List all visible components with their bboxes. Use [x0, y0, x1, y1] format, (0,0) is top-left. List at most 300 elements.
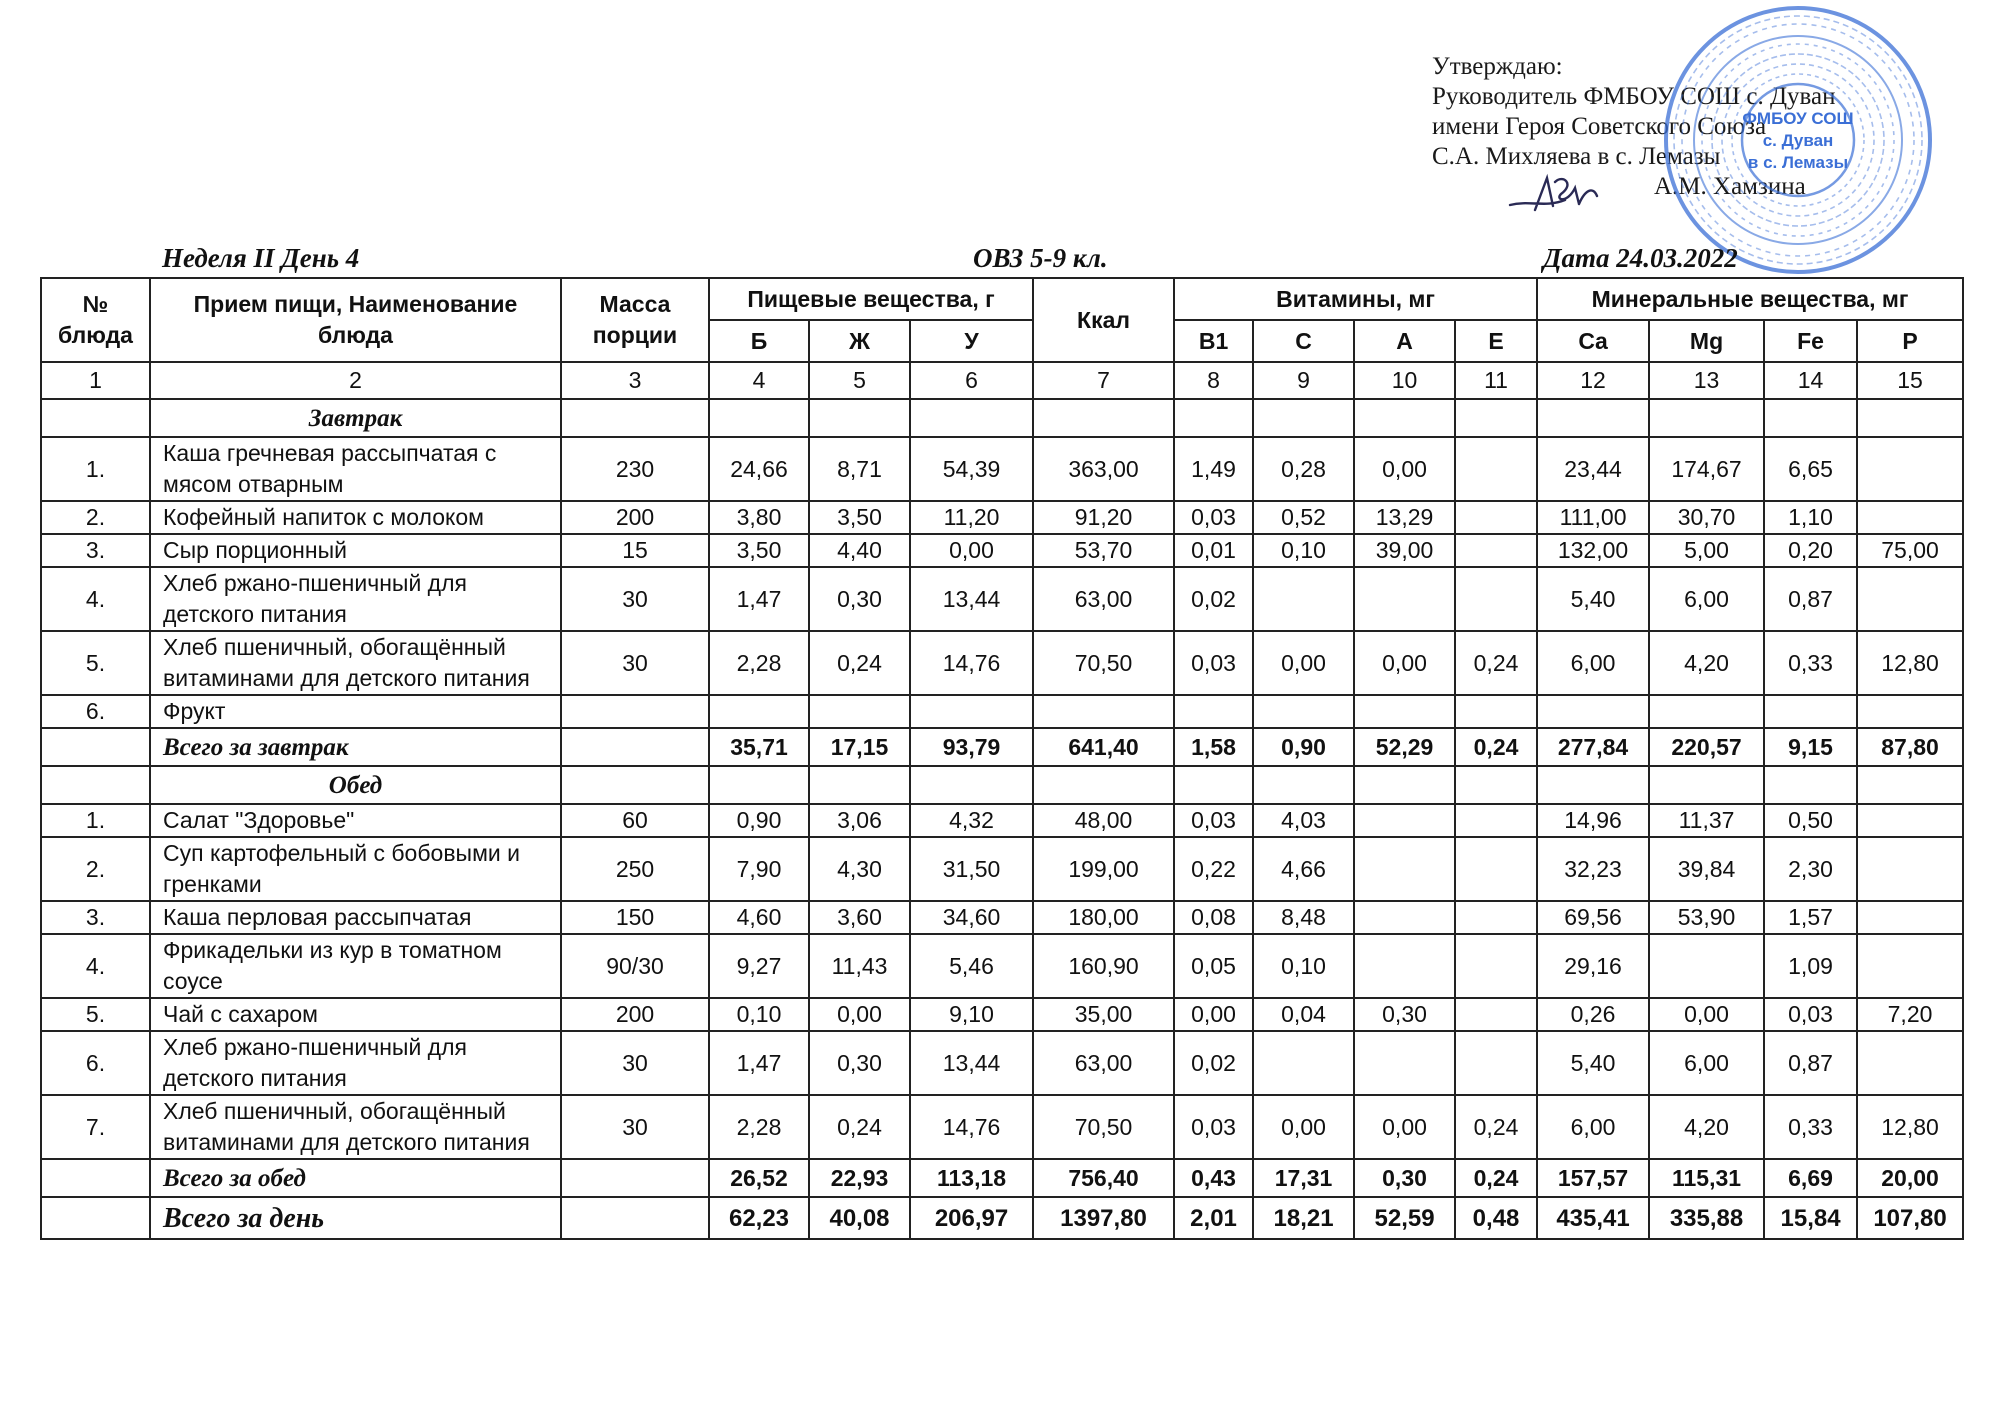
column-number: 5 [809, 362, 910, 399]
table-cell: 160,90 [1033, 934, 1174, 998]
table-cell: 199,00 [1033, 837, 1174, 901]
table-cell: 0,50 [1764, 804, 1857, 837]
total-cell: 52,59 [1354, 1197, 1455, 1239]
total-cell: 0,24 [1455, 1159, 1537, 1197]
total-cell: 40,08 [809, 1197, 910, 1239]
total-cell: 220,57 [1649, 728, 1764, 766]
dish-name: Хлеб пшеничный, обогащённый витаминами для детского питания [150, 1095, 561, 1159]
table-cell: 5,46 [910, 934, 1033, 998]
column-number-row [41, 362, 1963, 399]
column-number: 13 [1649, 362, 1764, 399]
empty-cell [1033, 766, 1174, 804]
table-cell: 35,00 [1033, 998, 1174, 1031]
table-cell: 3,06 [809, 804, 910, 837]
table-row [41, 695, 1963, 728]
dish-number: 4. [41, 567, 150, 631]
table-cell: 0,10 [709, 998, 809, 1031]
column-number: 12 [1537, 362, 1649, 399]
dish-number: 4. [41, 934, 150, 998]
approval-line-2: имени Героя Советского Союза [1432, 113, 1767, 140]
table-cell: 39,84 [1649, 837, 1764, 901]
table-cell: 30,70 [1649, 501, 1764, 534]
table-cell: 0,03 [1764, 998, 1857, 1031]
table-cell: 6,00 [1537, 631, 1649, 695]
col-header-a: А [1354, 320, 1455, 362]
table-cell: 4,40 [809, 534, 910, 567]
dish-number: 1. [41, 437, 150, 501]
table-cell: 0,87 [1764, 1031, 1857, 1095]
total-cell: 756,40 [1033, 1159, 1174, 1197]
dish-name: Чай с сахаром [150, 998, 561, 1031]
table-cell: 14,76 [910, 1095, 1033, 1159]
table-cell: 3,80 [709, 501, 809, 534]
total-cell: 335,88 [1649, 1197, 1764, 1239]
total-cell: 15,84 [1764, 1197, 1857, 1239]
table-cell [1455, 567, 1537, 631]
total-cell: 87,80 [1857, 728, 1963, 766]
table-cell: 30 [561, 631, 709, 695]
table-cell: 180,00 [1033, 901, 1174, 934]
dish-number: 5. [41, 631, 150, 695]
total-cell: 0,43 [1174, 1159, 1253, 1197]
dish-name: Каша гречневая рассыпчатая с мясом отварным [150, 437, 561, 501]
empty-cell [910, 766, 1033, 804]
table-cell: 39,00 [1354, 534, 1455, 567]
table-cell: 0,00 [809, 998, 910, 1031]
table-cell [1174, 695, 1253, 728]
table-cell: 23,44 [1537, 437, 1649, 501]
dish-name: Салат "Здоровье" [150, 804, 561, 837]
col-header-nutrients: Пищевые вещества, г [709, 278, 1033, 320]
empty-cell [709, 766, 809, 804]
table-cell: 0,03 [1174, 631, 1253, 695]
total-cell: 0,30 [1354, 1159, 1455, 1197]
table-cell: 0,28 [1253, 437, 1354, 501]
total-cell [561, 1197, 709, 1239]
dish-name: Хлеб пшеничный, обогащённый витаминами для детского питания [150, 631, 561, 695]
table-cell: 8,48 [1253, 901, 1354, 934]
breakfast-total-row [41, 728, 1963, 766]
table-cell: 34,60 [910, 901, 1033, 934]
table-cell: 30 [561, 567, 709, 631]
table-cell: 1,47 [709, 1031, 809, 1095]
empty-cell [41, 399, 150, 437]
menu-table [40, 277, 1964, 1240]
table-cell: 48,00 [1033, 804, 1174, 837]
col-header-b: Б [709, 320, 809, 362]
table-cell: 31,50 [910, 837, 1033, 901]
table-cell: 0,00 [1354, 631, 1455, 695]
table-cell: 200 [561, 501, 709, 534]
table-cell: 4,20 [1649, 1095, 1764, 1159]
table-cell: 4,30 [809, 837, 910, 901]
col-header-b1: В1 [1174, 320, 1253, 362]
table-cell: 69,56 [1537, 901, 1649, 934]
table-cell: 30 [561, 1031, 709, 1095]
col-header-p: P [1857, 320, 1963, 362]
column-number: 9 [1253, 362, 1354, 399]
table-cell [1354, 695, 1455, 728]
table-cell: 12,80 [1857, 1095, 1963, 1159]
table-cell [1537, 695, 1649, 728]
empty-cell [1857, 399, 1963, 437]
table-cell: 0,24 [1455, 631, 1537, 695]
table-row [41, 437, 1963, 501]
table-cell: 60 [561, 804, 709, 837]
table-cell: 4,32 [910, 804, 1033, 837]
table-cell: 0,52 [1253, 501, 1354, 534]
dish-number: 2. [41, 837, 150, 901]
table-cell: 0,30 [809, 1031, 910, 1095]
table-cell: 250 [561, 837, 709, 901]
table-row [41, 934, 1963, 998]
total-cell: 157,57 [1537, 1159, 1649, 1197]
table-cell [1764, 695, 1857, 728]
empty-cell [1253, 399, 1354, 437]
table-row [41, 1095, 1963, 1159]
empty-cell [561, 399, 709, 437]
table-cell: 75,00 [1857, 534, 1963, 567]
total-cell: 62,23 [709, 1197, 809, 1239]
total-cell: 52,29 [1354, 728, 1455, 766]
approval-heading: Утверждаю: [1432, 53, 1563, 80]
total-label: Всего за день [150, 1197, 561, 1239]
dish-number: 2. [41, 501, 150, 534]
table-cell: 0,30 [1354, 998, 1455, 1031]
total-label: Всего за обед [150, 1159, 561, 1197]
column-number: 15 [1857, 362, 1963, 399]
table-row [41, 998, 1963, 1031]
table-cell: 7,90 [709, 837, 809, 901]
table-cell: 0,05 [1174, 934, 1253, 998]
table-cell: 0,03 [1174, 501, 1253, 534]
table-cell: 0,03 [1174, 804, 1253, 837]
column-number: 3 [561, 362, 709, 399]
table-cell [910, 695, 1033, 728]
table-row [41, 501, 1963, 534]
empty-cell [1174, 399, 1253, 437]
dish-name: Суп картофельный с бобовыми и гренками [150, 837, 561, 901]
table-cell: 132,00 [1537, 534, 1649, 567]
section-breakfast [41, 399, 1963, 437]
table-cell: 13,44 [910, 567, 1033, 631]
empty-cell [1764, 399, 1857, 437]
table-cell: 24,66 [709, 437, 809, 501]
total-cell [561, 1159, 709, 1197]
empty-cell [1857, 766, 1963, 804]
table-cell: 14,96 [1537, 804, 1649, 837]
table-cell: 0,26 [1537, 998, 1649, 1031]
total-cell: 115,31 [1649, 1159, 1764, 1197]
table-cell [1857, 934, 1963, 998]
table-cell: 1,09 [1764, 934, 1857, 998]
section-title: Обед [150, 766, 561, 804]
table-cell: 4,60 [709, 901, 809, 934]
dish-name: Кофейный напиток с молоком [150, 501, 561, 534]
total-cell: 206,97 [910, 1197, 1033, 1239]
table-cell [1857, 804, 1963, 837]
table-cell: 0,02 [1174, 567, 1253, 631]
table-cell: 53,90 [1649, 901, 1764, 934]
total-cell: 17,15 [809, 728, 910, 766]
table-cell: 2,30 [1764, 837, 1857, 901]
column-number: 6 [910, 362, 1033, 399]
total-cell: 26,52 [709, 1159, 809, 1197]
empty-cell [809, 399, 910, 437]
column-number: 7 [1033, 362, 1174, 399]
table-cell: 0,87 [1764, 567, 1857, 631]
table-cell: 5,40 [1537, 567, 1649, 631]
table-cell: 5,40 [1537, 1031, 1649, 1095]
total-cell: 107,80 [1857, 1197, 1963, 1239]
total-cell: 0,48 [1455, 1197, 1537, 1239]
total-cell: 18,21 [1253, 1197, 1354, 1239]
empty-cell [1174, 766, 1253, 804]
total-cell: 35,71 [709, 728, 809, 766]
table-cell [1649, 934, 1764, 998]
table-cell: 0,00 [1354, 1095, 1455, 1159]
table-cell [1253, 695, 1354, 728]
dish-number: 3. [41, 901, 150, 934]
empty-cell [1537, 399, 1649, 437]
column-number: 11 [1455, 362, 1537, 399]
table-cell: 3,50 [809, 501, 910, 534]
col-header-vitamins: Витамины, мг [1174, 278, 1537, 320]
table-cell [1033, 695, 1174, 728]
table-cell [1455, 901, 1537, 934]
table-row [41, 837, 1963, 901]
table-cell: 9,27 [709, 934, 809, 998]
table-cell: 3,50 [709, 534, 809, 567]
table-cell: 0,24 [1455, 1095, 1537, 1159]
empty-cell [1649, 399, 1764, 437]
dish-number: 6. [41, 695, 150, 728]
group-label: ОВЗ 5-9 кл. [973, 243, 1108, 273]
total-cell: 20,00 [1857, 1159, 1963, 1197]
empty-cell [1033, 399, 1174, 437]
empty-cell [1455, 399, 1537, 437]
table-cell: 0,00 [1253, 1095, 1354, 1159]
total-cell [41, 1159, 150, 1197]
total-cell [561, 728, 709, 766]
col-header-u: У [910, 320, 1033, 362]
lunch-total-row [41, 1159, 1963, 1197]
empty-cell [1253, 766, 1354, 804]
table-cell: 4,03 [1253, 804, 1354, 837]
table-cell: 0,30 [809, 567, 910, 631]
table-cell [1354, 934, 1455, 998]
dish-number: 7. [41, 1095, 150, 1159]
empty-cell [1354, 766, 1455, 804]
table-cell: 363,00 [1033, 437, 1174, 501]
table-cell: 0,00 [910, 534, 1033, 567]
empty-cell [809, 766, 910, 804]
table-cell: 4,66 [1253, 837, 1354, 901]
dish-number: 3. [41, 534, 150, 567]
table-cell: 0,00 [1354, 437, 1455, 501]
col-header-kcal: Ккал [1033, 278, 1174, 362]
table-cell: 9,10 [910, 998, 1033, 1031]
empty-cell [41, 766, 150, 804]
column-number: 1 [41, 362, 150, 399]
table-cell: 6,00 [1649, 567, 1764, 631]
table-cell: 0,22 [1174, 837, 1253, 901]
table-cell [1857, 437, 1963, 501]
table-cell: 0,33 [1764, 1095, 1857, 1159]
total-cell: 1397,80 [1033, 1197, 1174, 1239]
table-cell: 150 [561, 901, 709, 934]
dish-name: Фрукт [150, 695, 561, 728]
table-cell: 111,00 [1537, 501, 1649, 534]
table-cell: 14,76 [910, 631, 1033, 695]
total-cell: 0,90 [1253, 728, 1354, 766]
table-cell [1857, 837, 1963, 901]
dish-number: 6. [41, 1031, 150, 1095]
table-cell: 0,20 [1764, 534, 1857, 567]
table-cell: 11,43 [809, 934, 910, 998]
total-cell [41, 728, 150, 766]
table-row [41, 804, 1963, 837]
table-cell [1455, 437, 1537, 501]
table-cell: 1,10 [1764, 501, 1857, 534]
table-cell: 6,65 [1764, 437, 1857, 501]
empty-cell [1649, 766, 1764, 804]
approval-signer: А.М. Хамзина [1654, 173, 1806, 200]
dish-name: Фрикадельки из кур в томатном соусе [150, 934, 561, 998]
table-cell [1455, 534, 1537, 567]
table-cell: 0,10 [1253, 534, 1354, 567]
total-cell: 22,93 [809, 1159, 910, 1197]
table-cell [1857, 501, 1963, 534]
table-cell: 3,60 [809, 901, 910, 934]
table-cell: 63,00 [1033, 1031, 1174, 1095]
table-cell [1354, 837, 1455, 901]
empty-cell [910, 399, 1033, 437]
stamp-text-1: ФМБОУ СОШ [1742, 109, 1854, 128]
table-row [41, 1031, 1963, 1095]
table-cell: 1,47 [709, 567, 809, 631]
table-cell: 8,71 [809, 437, 910, 501]
table-row [41, 567, 1963, 631]
table-cell: 0,90 [709, 804, 809, 837]
column-number: 2 [150, 362, 561, 399]
table-cell: 6,00 [1649, 1031, 1764, 1095]
menu-table-body [41, 362, 1963, 1239]
table-cell [809, 695, 910, 728]
table-cell [1354, 901, 1455, 934]
col-header-name: Прием пищи, Наименование блюда [150, 278, 561, 362]
total-label: Всего за завтрак [150, 728, 561, 766]
table-row [41, 534, 1963, 567]
table-cell [1354, 804, 1455, 837]
col-header-fe: Fe [1764, 320, 1857, 362]
table-cell: 0,02 [1174, 1031, 1253, 1095]
col-header-zh: Ж [809, 320, 910, 362]
col-header-ca: Ca [1537, 320, 1649, 362]
table-cell [1857, 1031, 1963, 1095]
table-cell: 70,50 [1033, 1095, 1174, 1159]
table-cell: 0,33 [1764, 631, 1857, 695]
table-cell: 230 [561, 437, 709, 501]
table-cell: 90/30 [561, 934, 709, 998]
stamp-text-3: в с. Лемазы [1747, 153, 1849, 172]
table-cell: 29,16 [1537, 934, 1649, 998]
table-cell: 2,28 [709, 631, 809, 695]
table-cell: 1,57 [1764, 901, 1857, 934]
table-cell: 4,20 [1649, 631, 1764, 695]
table-cell [1455, 837, 1537, 901]
column-number: 4 [709, 362, 809, 399]
table-cell: 0,24 [809, 1095, 910, 1159]
table-cell [1455, 934, 1537, 998]
table-cell [1455, 695, 1537, 728]
table-cell: 1,49 [1174, 437, 1253, 501]
dish-number: 1. [41, 804, 150, 837]
col-header-num: № блюда [41, 278, 150, 362]
total-cell: 93,79 [910, 728, 1033, 766]
table-cell: 0,08 [1174, 901, 1253, 934]
total-cell [41, 1197, 150, 1239]
table-cell: 0,00 [1174, 998, 1253, 1031]
table-cell: 174,67 [1649, 437, 1764, 501]
school-stamp-icon [1655, 0, 1941, 280]
total-cell: 277,84 [1537, 728, 1649, 766]
table-cell: 0,00 [1253, 631, 1354, 695]
col-header-c: С [1253, 320, 1354, 362]
table-cell [1455, 501, 1537, 534]
total-cell: 435,41 [1537, 1197, 1649, 1239]
total-cell: 9,15 [1764, 728, 1857, 766]
table-cell [1354, 1031, 1455, 1095]
total-cell: 0,24 [1455, 728, 1537, 766]
table-cell: 200 [561, 998, 709, 1031]
col-header-mass: Масса порции [561, 278, 709, 362]
total-cell: 6,69 [1764, 1159, 1857, 1197]
table-cell: 15 [561, 534, 709, 567]
table-cell: 32,23 [1537, 837, 1649, 901]
date-label: Дата 24.03.2022 [1543, 243, 1738, 273]
table-cell: 13,29 [1354, 501, 1455, 534]
table-row [41, 631, 1963, 695]
table-cell: 70,50 [1033, 631, 1174, 695]
column-number: 14 [1764, 362, 1857, 399]
total-cell: 113,18 [910, 1159, 1033, 1197]
dish-name: Каша перловая рассыпчатая [150, 901, 561, 934]
table-cell [1857, 901, 1963, 934]
col-header-minerals: Минеральные вещества, мг [1537, 278, 1963, 320]
approval-line-3: С.А. Михляева в с. Лемазы [1432, 143, 1721, 170]
table-cell [1253, 567, 1354, 631]
dish-name: Хлеб ржано-пшеничный для детского питания [150, 1031, 561, 1095]
total-cell: 2,01 [1174, 1197, 1253, 1239]
empty-cell [1764, 766, 1857, 804]
table-cell [1354, 567, 1455, 631]
table-cell [1455, 804, 1537, 837]
table-cell [1455, 1031, 1537, 1095]
table-cell [1857, 567, 1963, 631]
table-cell: 91,20 [1033, 501, 1174, 534]
total-cell: 641,40 [1033, 728, 1174, 766]
table-cell: 54,39 [910, 437, 1033, 501]
table-cell [1455, 998, 1537, 1031]
table-cell: 12,80 [1857, 631, 1963, 695]
table-cell [1253, 1031, 1354, 1095]
table-cell: 13,44 [910, 1031, 1033, 1095]
week-day-label: Неделя II День 4 [162, 243, 360, 273]
dish-name: Хлеб ржано-пшеничный для детского питания [150, 567, 561, 631]
total-cell: 1,58 [1174, 728, 1253, 766]
total-cell: 17,31 [1253, 1159, 1354, 1197]
